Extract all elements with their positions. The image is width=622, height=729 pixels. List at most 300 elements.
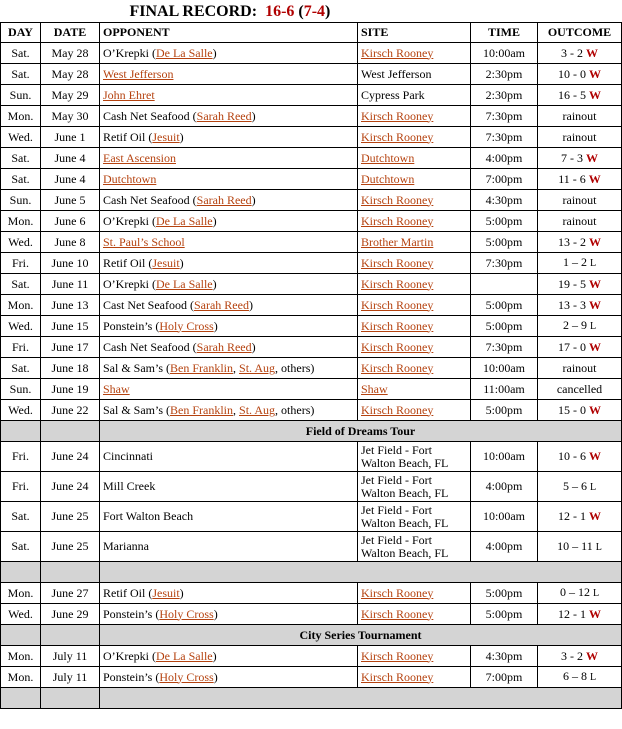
opponent-text: ) <box>212 45 217 60</box>
date-cell: June 8 <box>41 232 100 253</box>
opponent-cell <box>100 127 358 148</box>
outcome-cell <box>538 232 622 253</box>
time-cell: 5:00pm <box>471 583 538 604</box>
opponent-text: Ponstein’s ( <box>103 669 160 684</box>
outcome-score: 11 - 6 <box>558 171 586 186</box>
site-cell <box>358 472 471 502</box>
opponent-cell <box>100 400 358 421</box>
game-row <box>1 532 622 562</box>
loss-marker: L <box>589 258 597 269</box>
outcome-score: 10 - 6 <box>558 449 586 463</box>
site-link[interactable]: Dutchtown <box>361 171 415 186</box>
game-row <box>1 472 622 502</box>
outcome-score: 1 – 2 <box>562 255 587 269</box>
opponent-link[interactable]: Sarah Reed <box>196 108 252 123</box>
day-cell: Sun. <box>1 379 41 400</box>
site-link[interactable]: Kirsch Rooney <box>361 318 434 333</box>
outcome-score: 17 - 0 <box>558 339 586 354</box>
opponent-cell <box>100 274 358 295</box>
site-cell <box>358 604 471 625</box>
opponent-cell <box>100 169 358 190</box>
opponent-text: ) <box>213 669 218 684</box>
date-cell: June 4 <box>41 148 100 169</box>
opponent-cell <box>100 211 358 232</box>
day-cell: Mon. <box>1 106 41 127</box>
final-record-title <box>100 0 622 23</box>
date-cell: June 15 <box>41 316 100 337</box>
date-cell: June 13 <box>41 295 100 316</box>
site-text: West Jefferson <box>361 66 432 81</box>
site-cell <box>358 127 471 148</box>
outcome-cell <box>538 532 622 562</box>
opponent-link[interactable]: John Ehret <box>103 87 155 102</box>
day-cell: Mon. <box>1 667 41 688</box>
opponent-link[interactable]: Sarah Reed <box>196 192 252 207</box>
loss-marker: L <box>589 672 597 683</box>
win-marker: W <box>586 648 598 663</box>
outcome-cell <box>538 211 622 232</box>
game-row <box>1 604 622 625</box>
time-cell: 5:00pm <box>471 400 538 421</box>
blank-cell <box>1 688 41 709</box>
game-row <box>1 106 622 127</box>
section-title: City Series Tournament <box>100 625 622 646</box>
site-cell <box>358 316 471 337</box>
blank-cell <box>41 625 100 646</box>
loss-marker: L <box>589 481 597 493</box>
league-record: 7-4 <box>303 2 326 20</box>
site-link[interactable]: Brother Martin <box>361 234 434 249</box>
opponent-link[interactable]: Ben Franklin <box>170 402 234 417</box>
opponent-text: , others) <box>275 360 315 375</box>
day-cell: Sat. <box>1 502 41 532</box>
site-link[interactable]: Kirsch Rooney <box>361 606 434 621</box>
site-link[interactable]: Kirsch Rooney <box>361 192 434 207</box>
win-marker: W <box>588 171 601 186</box>
opponent-text: O’Krepki ( <box>103 648 156 663</box>
day-cell: Sun. <box>1 85 41 106</box>
time-cell: 4:00pm <box>471 472 538 502</box>
outcome-cell <box>538 472 622 502</box>
section-row <box>1 625 622 646</box>
game-row <box>1 583 622 604</box>
win-marker: W <box>589 402 601 417</box>
opponent-text: Sal & Sam’s ( <box>103 360 171 375</box>
date-cell: June 25 <box>41 532 100 562</box>
time-cell: 5:00pm <box>471 232 538 253</box>
date-cell: July 11 <box>41 646 100 667</box>
win-marker: W <box>589 449 601 463</box>
time-cell: 2:30pm <box>471 64 538 85</box>
site-cell <box>358 85 471 106</box>
section-row <box>1 421 622 442</box>
day-cell: Fri. <box>1 337 41 358</box>
site-cell <box>358 232 471 253</box>
opponent-text: Retif Oil ( <box>103 255 153 270</box>
opponent-link[interactable]: Ben Franklin <box>170 360 234 375</box>
game-row <box>1 190 622 211</box>
day-cell: Sat. <box>1 274 41 295</box>
date-cell: June 4 <box>41 169 100 190</box>
site-link[interactable]: Kirsch Rooney <box>361 129 434 144</box>
site-cell <box>358 169 471 190</box>
opponent-cell <box>100 532 358 562</box>
opponent-text: ) <box>212 648 217 663</box>
site-cell <box>358 211 471 232</box>
opponent-text: , <box>233 360 240 375</box>
outcome-score: rainout <box>562 360 597 375</box>
site-link[interactable]: Kirsch Rooney <box>361 339 434 354</box>
outcome-cell <box>538 274 622 295</box>
time-cell: 10:00am <box>471 442 538 472</box>
opponent-text: Cash Net Seafood ( <box>103 339 197 354</box>
game-row <box>1 274 622 295</box>
date-cell: May 28 <box>41 64 100 85</box>
date-cell: June 11 <box>41 274 100 295</box>
win-marker: W <box>589 297 601 312</box>
outcome-cell <box>538 148 622 169</box>
opponent-link[interactable]: De La Salle <box>155 276 213 291</box>
game-row <box>1 337 622 358</box>
outcome-score: 13 - 2 <box>558 234 586 249</box>
site-link[interactable]: Kirsch Rooney <box>361 402 434 417</box>
outcome-score: rainout <box>562 192 597 207</box>
site-link[interactable]: Kirsch Rooney <box>361 45 434 60</box>
time-cell: 5:00pm <box>471 295 538 316</box>
loss-marker: L <box>592 588 600 599</box>
outcome-cell <box>538 646 622 667</box>
opponent-text: ) <box>179 585 184 600</box>
day-cell: Sat. <box>1 358 41 379</box>
opponent-cell <box>100 148 358 169</box>
site-cell <box>358 358 471 379</box>
outcome-score: 16 - 5 <box>558 87 586 102</box>
opponent-link[interactable]: St. Aug <box>239 360 276 375</box>
outcome-score: 3 - 2 <box>561 45 583 60</box>
opponent-link[interactable]: Jesuit <box>152 129 180 144</box>
opponent-text: Cash Net Seafood ( <box>103 192 197 207</box>
time-cell: 10:00am <box>471 43 538 64</box>
site-cell <box>358 106 471 127</box>
opponent-link[interactable]: West Jefferson <box>103 66 174 81</box>
site-cell <box>358 583 471 604</box>
outcome-score: 6 – 8 <box>562 669 587 683</box>
opponent-text: O’Krepki ( <box>103 45 156 60</box>
opponent-text: Cast Net Seafood ( <box>103 297 194 312</box>
site-cell <box>358 400 471 421</box>
spacer-row <box>1 562 622 583</box>
outcome-cell <box>538 169 622 190</box>
outcome-cell <box>538 379 622 400</box>
time-cell <box>471 274 538 295</box>
section-title: Field of Dreams Tour <box>100 421 622 442</box>
opponent-cell <box>100 379 358 400</box>
opponent-text: ) <box>251 108 256 123</box>
opponent-cell <box>100 106 358 127</box>
day-cell: Sat. <box>1 532 41 562</box>
site-link[interactable]: Kirsch Rooney <box>361 255 434 270</box>
opponent-text: Mill Creek <box>103 479 156 493</box>
opponent-cell <box>100 442 358 472</box>
outcome-cell <box>538 106 622 127</box>
outcome-cell <box>538 64 622 85</box>
blank-cell <box>100 688 622 709</box>
time-cell: 7:30pm <box>471 253 538 274</box>
site-link[interactable]: Dutchtown <box>361 150 415 165</box>
site-text: Cypress Park <box>361 87 425 102</box>
win-marker: W <box>586 45 598 60</box>
outcome-cell <box>538 190 622 211</box>
day-cell: Wed. <box>1 127 41 148</box>
blank-cell <box>1 421 41 442</box>
site-cell <box>358 646 471 667</box>
opponent-link[interactable]: Shaw <box>103 381 130 396</box>
win-marker: W <box>589 87 601 102</box>
opponent-cell <box>100 604 358 625</box>
outcome-score: cancelled <box>556 381 603 396</box>
title-row <box>1 0 622 23</box>
opponent-text: O’Krepki ( <box>103 213 156 228</box>
outcome-score: rainout <box>562 213 597 228</box>
outcome-score: 12 - 1 <box>558 509 586 523</box>
day-cell: Wed. <box>1 400 41 421</box>
time-cell: 7:30pm <box>471 337 538 358</box>
time-cell: 5:00pm <box>471 604 538 625</box>
site-cell <box>358 64 471 85</box>
site-link[interactable]: Kirsch Rooney <box>361 108 434 123</box>
date-cell: June 27 <box>41 583 100 604</box>
opponent-link[interactable]: Jesuit <box>152 255 180 270</box>
game-row <box>1 211 622 232</box>
title-prefix: FINAL RECORD: <box>129 2 258 20</box>
date-cell: May 29 <box>41 85 100 106</box>
site-link[interactable]: Kirsch Rooney <box>361 585 434 600</box>
outcome-cell <box>538 604 622 625</box>
opponent-cell <box>100 472 358 502</box>
date-cell: July 11 <box>41 667 100 688</box>
outcome-score: rainout <box>562 108 597 123</box>
site-cell <box>358 667 471 688</box>
date-cell: June 22 <box>41 400 100 421</box>
opponent-link[interactable]: Holy Cross <box>159 318 214 333</box>
opponent-text: Sal & Sam’s ( <box>103 402 171 417</box>
opponent-text: ) <box>179 255 184 270</box>
time-cell: 4:00pm <box>471 148 538 169</box>
opponent-text: ) <box>212 213 217 228</box>
time-cell: 2:30pm <box>471 85 538 106</box>
game-row <box>1 646 622 667</box>
opponent-text: O’Krepki ( <box>103 276 156 291</box>
opponent-link[interactable]: Dutchtown <box>103 171 157 186</box>
game-row <box>1 85 622 106</box>
time-cell: 10:00am <box>471 358 538 379</box>
win-marker: W <box>589 339 601 354</box>
opponent-link[interactable]: De La Salle <box>155 213 213 228</box>
day-cell: Wed. <box>1 316 41 337</box>
site-link[interactable]: Kirsch Rooney <box>361 213 434 228</box>
day-cell: Wed. <box>1 604 41 625</box>
site-link[interactable]: Kirsch Rooney <box>361 276 434 291</box>
game-row <box>1 43 622 64</box>
date-cell: June 18 <box>41 358 100 379</box>
opponent-link[interactable]: De La Salle <box>155 648 213 663</box>
site-cell <box>358 274 471 295</box>
opponent-text: , others) <box>275 402 315 417</box>
game-row <box>1 232 622 253</box>
outcome-score: 12 - 1 <box>558 606 586 621</box>
overall-record: 16-6 <box>265 2 295 20</box>
opponent-text: ) <box>179 129 184 144</box>
outcome-cell <box>538 442 622 472</box>
outcome-score: 10 – 11 <box>557 538 593 553</box>
opponent-text: ) <box>251 339 256 354</box>
opponent-text: ) <box>213 606 218 621</box>
win-marker: W <box>586 150 598 165</box>
opponent-text: Fort Walton Beach <box>103 509 194 523</box>
date-cell: June 24 <box>41 472 100 502</box>
opponent-cell <box>100 358 358 379</box>
opponent-cell <box>100 316 358 337</box>
opponent-link[interactable]: St. Aug <box>239 402 276 417</box>
opponent-cell <box>100 232 358 253</box>
day-cell: Sat. <box>1 64 41 85</box>
site-cell <box>358 253 471 274</box>
opponent-link[interactable]: St. Paul’s School <box>103 234 185 249</box>
game-row <box>1 127 622 148</box>
game-row <box>1 502 622 532</box>
time-cell: 4:30pm <box>471 646 538 667</box>
site-cell <box>358 442 471 472</box>
opponent-text: ) <box>212 276 217 291</box>
opponent-text: ) <box>251 192 256 207</box>
opponent-cell <box>100 64 358 85</box>
time-cell: 4:30pm <box>471 190 538 211</box>
game-row <box>1 316 622 337</box>
site-cell <box>358 148 471 169</box>
game-row <box>1 442 622 472</box>
time-cell: 5:00pm <box>471 316 538 337</box>
outcome-cell <box>538 583 622 604</box>
site-link[interactable]: Kirsch Rooney <box>361 648 434 663</box>
time-cell: 7:30pm <box>471 106 538 127</box>
win-marker: W <box>589 509 601 523</box>
time-cell: 10:00am <box>471 502 538 532</box>
opponent-cell <box>100 646 358 667</box>
opponent-text: ) <box>213 318 218 333</box>
outcome-score: 15 - 0 <box>558 402 586 417</box>
time-cell: 4:00pm <box>471 532 538 562</box>
time-cell: 5:00pm <box>471 211 538 232</box>
site-text: Jet Field - Fort Walton Beach, FL <box>361 442 449 470</box>
opponent-cell <box>100 295 358 316</box>
blank-cell <box>1 562 41 583</box>
outcome-score: 13 - 3 <box>558 297 586 312</box>
opponent-text: Marianna <box>103 539 149 553</box>
opponent-link[interactable]: Holy Cross <box>159 669 214 684</box>
opponent-text: ) <box>248 297 253 312</box>
opponent-cell <box>100 502 358 532</box>
game-row <box>1 400 622 421</box>
time-cell: 7:00pm <box>471 169 538 190</box>
header-site: SITE <box>358 23 471 43</box>
opponent-link[interactable]: Sarah Reed <box>193 297 249 312</box>
header-time: TIME <box>471 23 538 43</box>
date-cell: June 29 <box>41 604 100 625</box>
site-cell <box>358 532 471 562</box>
blank-cell <box>41 562 100 583</box>
outcome-score: 2 – 9 <box>562 318 587 332</box>
outcome-cell <box>538 337 622 358</box>
site-link[interactable]: Kirsch Rooney <box>361 297 434 312</box>
date-cell: June 10 <box>41 253 100 274</box>
outcome-cell <box>538 43 622 64</box>
blank-cell <box>41 421 100 442</box>
time-cell: 7:30pm <box>471 127 538 148</box>
outcome-score: 3 - 2 <box>561 648 583 663</box>
blank-cell <box>100 562 622 583</box>
header-date: DATE <box>41 23 100 43</box>
site-cell <box>358 295 471 316</box>
game-row <box>1 148 622 169</box>
day-cell: Mon. <box>1 295 41 316</box>
date-cell: June 24 <box>41 442 100 472</box>
opponent-link[interactable]: East Ascension <box>103 150 176 165</box>
opponent-text: Ponstein’s ( <box>103 318 160 333</box>
outcome-score: 5 – 6 <box>562 478 587 493</box>
day-cell: Sat. <box>1 148 41 169</box>
paren-open: ( <box>298 2 304 20</box>
game-row <box>1 64 622 85</box>
time-cell: 7:00pm <box>471 667 538 688</box>
date-cell: June 1 <box>41 127 100 148</box>
outcome-cell <box>538 400 622 421</box>
day-cell: Sat. <box>1 43 41 64</box>
opponent-link[interactable]: Jesuit <box>152 585 180 600</box>
date-cell: May 28 <box>41 43 100 64</box>
site-link[interactable]: Shaw <box>361 381 388 396</box>
opponent-text: Cash Net Seafood ( <box>103 108 197 123</box>
opponent-link[interactable]: Holy Cross <box>159 606 214 621</box>
outcome-cell <box>538 295 622 316</box>
opponent-text: Ponstein’s ( <box>103 606 160 621</box>
paren-close: ) <box>325 2 331 20</box>
outcome-score: 0 – 12 <box>559 585 590 599</box>
day-cell: Mon. <box>1 646 41 667</box>
site-link[interactable]: Kirsch Rooney <box>361 669 434 684</box>
day-cell: Fri. <box>1 472 41 502</box>
header-row <box>1 23 622 43</box>
spacer-row <box>1 688 622 709</box>
site-link[interactable]: Kirsch Rooney <box>361 360 434 375</box>
day-cell: Mon. <box>1 211 41 232</box>
day-cell: Sat. <box>1 169 41 190</box>
time-cell: 11:00am <box>471 379 538 400</box>
opponent-text: Retif Oil ( <box>103 585 153 600</box>
opponent-link[interactable]: De La Salle <box>155 45 213 60</box>
opponent-cell <box>100 43 358 64</box>
date-cell: June 5 <box>41 190 100 211</box>
site-cell <box>358 43 471 64</box>
date-cell: June 19 <box>41 379 100 400</box>
opponent-text: , <box>233 402 240 417</box>
opponent-cell <box>100 190 358 211</box>
opponent-link[interactable]: Sarah Reed <box>196 339 252 354</box>
outcome-cell <box>538 667 622 688</box>
date-cell: June 6 <box>41 211 100 232</box>
day-cell: Fri. <box>1 253 41 274</box>
site-cell <box>358 502 471 532</box>
site-cell <box>358 337 471 358</box>
